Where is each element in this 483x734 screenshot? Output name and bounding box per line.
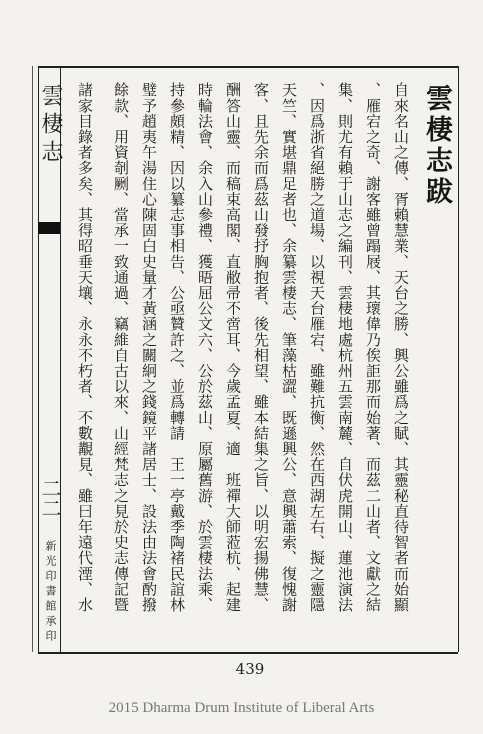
page-number: 439 (235, 660, 265, 678)
text-column: 餘款、用資剞劂、當承一致通過、竊維自古以來、山經梵志之見於史志傳記暨 (112, 82, 130, 613)
text-column: 持參頗精、因以纂志事相告、公亟贊許之、並爲轉請 王一亭戴季陶褚民誼林 (168, 82, 186, 613)
document-title: 雲棲志跋 (421, 84, 452, 208)
text-column: 天竺、實堪鼎足者也、余纂雲棲志、筆藻枯澀、既遜興公、意興蕭索、復愧謝 (280, 82, 298, 613)
text-column: 酬答山靈、而稿束高閣、直敝帚不啻耳、今歲孟夏、適 班禪大師蒞杭、起建 (224, 82, 242, 613)
frame-right-rule (458, 66, 459, 652)
frame-bottom-rule (38, 652, 458, 654)
watermark-text: 2015 Dharma Drum Institute of Liberal Arts (108, 700, 375, 716)
fold-page-number: 二二 (38, 478, 62, 518)
text-column: 、雁宕之奇、謝客雖曾蹋屐、其瓌偉乃俟詎那而始著、而茲二山者、文獻之結 (364, 82, 382, 613)
fold-title: 雲棲志 (38, 84, 63, 168)
frame-top-rule (38, 66, 458, 68)
text-column: 自來名山之傳、胥賴慧業、天台之勝、興公雖爲之賦、其靈秘直待智者而始顯 (392, 82, 410, 613)
text-column: 璧予趙夷午湯住心陳固白史量才黃涵之關絅之錢鏡平諸居士、設法由法會酌撥 (140, 82, 158, 613)
fold-outer-rule (32, 66, 33, 652)
text-column: 諸家目錄者多矣、其得昭垂天壤、永永不朽者、不數覯見、雖曰年遠代湮、水 (76, 82, 94, 613)
text-column: 時輪法會、余入山參禮、獲晤屈公文六、公於茲山、原屬舊游、於雲棲法乘、 (196, 82, 214, 613)
fish-tail-mark (38, 222, 60, 234)
text-column: 、因爲浙省絕勝之道場、以視天台雁宕、雖難抗衡、然在西湖左右、擬之靈隱 (308, 82, 326, 613)
publisher-credit: 新光印書館承印 (44, 540, 57, 645)
text-column: 集、則尤有賴于山志之編刊、雲棲地處杭州五雲南麓、自伏虎開山、蓮池演法 (336, 82, 354, 613)
text-column: 客、且先余而爲茲山發抒胸抱者、後先相望、雖本結集之旨、以明宏揚佛慧、 (252, 82, 270, 613)
